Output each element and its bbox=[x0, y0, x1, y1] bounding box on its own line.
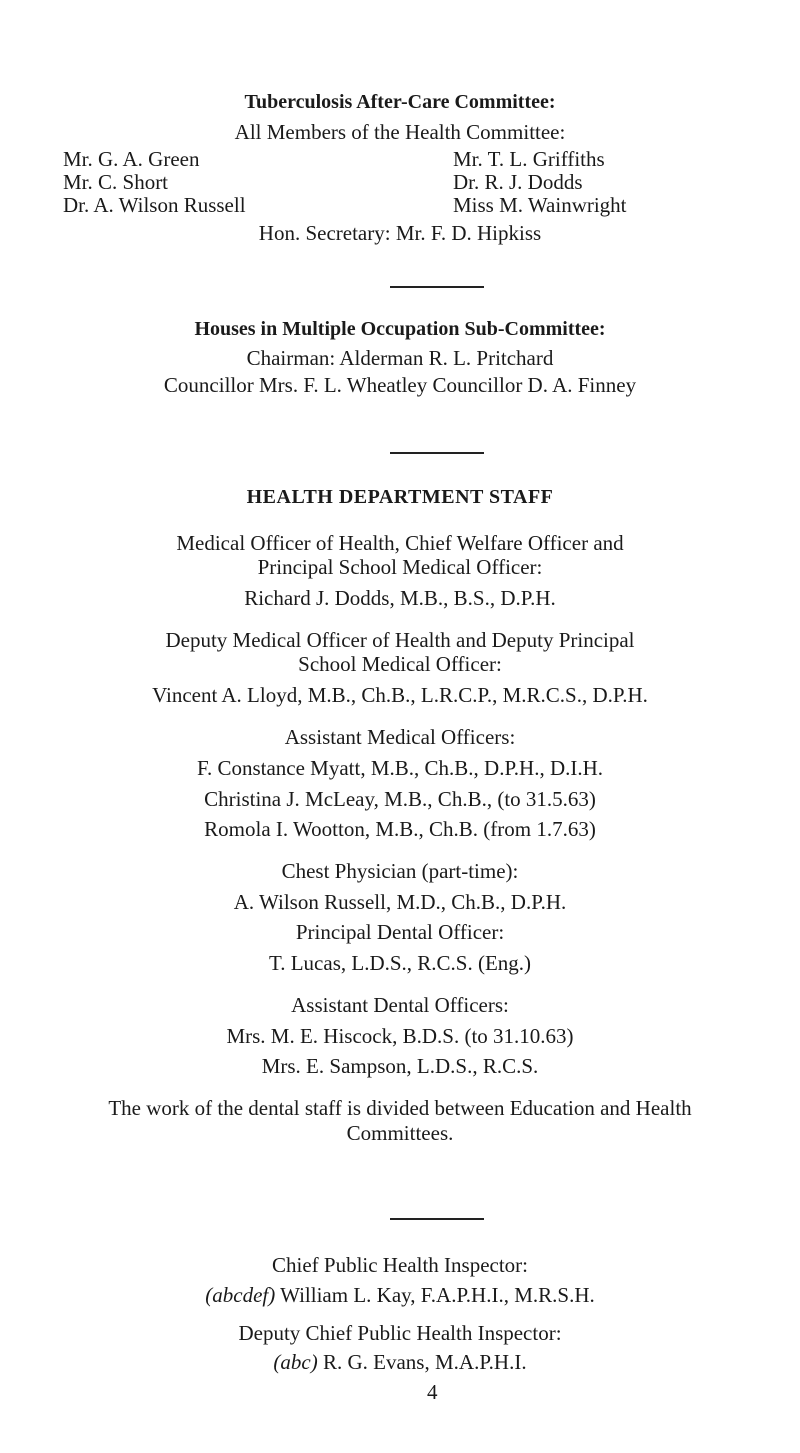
tb-left-member: Mr. C. Short bbox=[63, 170, 169, 194]
moh-title-line1: Medical Officer of Health, Chief Welfare Officer and bbox=[176, 531, 624, 555]
section-divider bbox=[390, 1218, 484, 1220]
amo-name: Romola I. Wootton, M.B., Ch.B. (from 1.7.63) bbox=[204, 817, 596, 841]
houses-chairman: Chairman: Alderman R. L. Pritchard bbox=[246, 346, 554, 370]
tb-secretary: Hon. Secretary: Mr. F. D. Hipkiss bbox=[258, 221, 542, 245]
chest-name: A. Wilson Russell, M.D., Ch.B., D.P.H. bbox=[233, 890, 567, 914]
dcphi-prefix: (abc) bbox=[273, 1350, 318, 1374]
moh-title-line2: Principal School Medical Officer: bbox=[257, 555, 543, 579]
pdo-name: T. Lucas, L.D.S., R.C.S. (Eng.) bbox=[268, 951, 532, 975]
moh-name: Richard J. Dodds, M.B., B.S., D.P.H. bbox=[244, 586, 556, 610]
amo-title: Assistant Medical Officers: bbox=[284, 725, 516, 749]
tb-right-member: Miss M. Wainwright bbox=[453, 193, 627, 217]
tb-committee-title: Tuberculosis After-Care Committee: bbox=[244, 91, 556, 113]
cphi-name: William L. Kay, F.A.P.H.I., M.R.S.H. bbox=[280, 1283, 595, 1307]
tb-right-member: Mr. T. L. Griffiths bbox=[453, 147, 605, 171]
tb-members-intro: All Members of the Health Committee: bbox=[234, 120, 566, 144]
cphi-title: Chief Public Health Inspector: bbox=[271, 1253, 529, 1277]
dental-note-line2: Committees. bbox=[346, 1121, 454, 1145]
cphi-prefix: (abcdef) bbox=[205, 1283, 276, 1307]
houses-committee-title: Houses in Multiple Occupation Sub-Committee: bbox=[194, 318, 606, 340]
tb-right-member: Dr. R. J. Dodds bbox=[453, 170, 583, 194]
ado-title: Assistant Dental Officers: bbox=[291, 993, 509, 1017]
dcphi-title: Deputy Chief Public Health Inspector: bbox=[238, 1321, 562, 1345]
amo-name: F. Constance Myatt, M.B., Ch.B., D.P.H., D.I.H. bbox=[196, 756, 604, 780]
cphi-line bbox=[0, 1283, 800, 1307]
pdo-title: Principal Dental Officer: bbox=[295, 920, 505, 944]
dcphi-name: R. G. Evans, M.A.P.H.I. bbox=[322, 1350, 527, 1374]
section-divider bbox=[390, 286, 484, 288]
tb-left-member: Dr. A. Wilson Russell bbox=[63, 193, 246, 217]
deputy-title-line1: Deputy Medical Officer of Health and Deputy Principal bbox=[165, 628, 635, 652]
deputy-name: Vincent A. Lloyd, M.B., Ch.B., L.R.C.P., M.R.C.S., D.P.H. bbox=[152, 683, 648, 707]
section-divider bbox=[390, 452, 484, 454]
dental-note-line1: The work of the dental staff is divided between Education and Health bbox=[108, 1096, 692, 1120]
ado-name: Mrs. E. Sampson, L.D.S., R.C.S. bbox=[261, 1054, 539, 1078]
page-number: 4 bbox=[427, 1380, 438, 1404]
tb-left-member: Mr. G. A. Green bbox=[63, 147, 200, 171]
ado-name: Mrs. M. E. Hiscock, B.D.S. (to 31.10.63) bbox=[226, 1024, 574, 1048]
deputy-title-line2: School Medical Officer: bbox=[298, 652, 502, 676]
staff-title: HEALTH DEPARTMENT STAFF bbox=[246, 486, 554, 508]
dcphi-line bbox=[0, 1350, 800, 1374]
amo-name: Christina J. McLeay, M.B., Ch.B., (to 31.5.63) bbox=[204, 787, 596, 811]
chest-title: Chest Physician (part-time): bbox=[281, 859, 519, 883]
houses-councillors: Councillor Mrs. F. L. Wheatley Councillor D. A. Finney bbox=[163, 373, 637, 397]
